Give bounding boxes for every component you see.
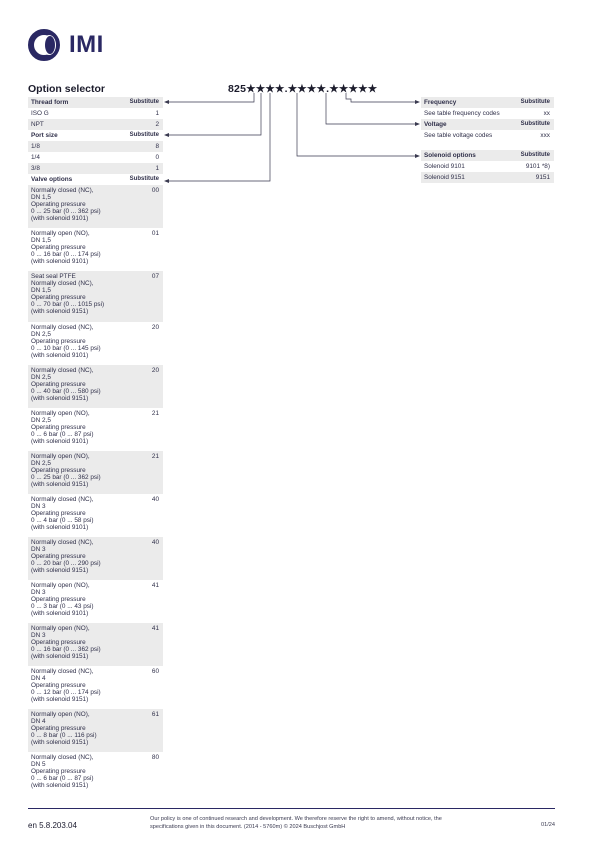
row-value: 61 [151,711,159,718]
frequency-connector [346,93,416,102]
footer-divider [28,808,555,809]
row-label: Solenoid 9151 [424,174,465,181]
table-row [28,119,163,130]
row-value: 80 [151,754,159,761]
row-label: Normally closed (NC), DN 4 Operating pressure 0 ... 12 bar (0 ... 174 psi) (with solenoid 9151) [31,668,101,703]
left-option-table [28,97,163,795]
logo-text: IMI [69,31,104,58]
arrow-left-icon [164,133,169,137]
arrow-left-icon [164,179,169,183]
valve-option-row [28,271,163,322]
row-label: NPT [31,121,44,128]
row-value: 40 [151,496,159,503]
valve-option-row [28,752,163,795]
valve-option-row [28,451,163,494]
row-label: Normally closed (NC), DN 2,5 Operating pressure 0 ... 40 bar (0 ... 580 psi) (with solenoid 9151) [31,367,101,402]
port-size-header [28,130,163,141]
valve-option-row [28,666,163,709]
frequency-header [421,97,554,108]
table-row [421,108,554,119]
header-label: Frequency [424,99,457,106]
row-value: 41 [151,582,159,589]
valve-option-row [28,623,163,666]
valve-option-row [28,494,163,537]
header-substitute: Substitute [520,99,550,105]
page-number: 01/24 [541,822,555,828]
row-value: 60 [151,668,159,675]
row-value: 40 [151,539,159,546]
row-value: 20 [151,367,159,374]
header-label: Thread form [31,99,69,106]
thread-form-connector [168,93,254,102]
valve-option-row [28,408,163,451]
row-label: Normally closed (NC), DN 2,5 Operating pressure 0 ... 10 bar (0 ... 145 psi) (with solenoid 9101) [31,324,101,359]
row-value: 21 [151,410,159,417]
row-value: 9151 [535,174,550,181]
voltage-connector [326,93,416,124]
row-label: Normally open (NO), DN 2,5 Operating pressure 0 ... 6 bar (0 ... 87 psi) (with solenoid 9101) [31,410,94,445]
valve-option-row [28,228,163,271]
valve-options-header [28,174,163,185]
row-value: 01 [151,230,159,237]
valve-option-row [28,365,163,408]
row-label: Normally closed (NC), DN 5 Operating pressure 0 ... 6 bar (0 ... 87 psi) (with solenoid 9151) [31,754,94,789]
row-label: See table frequency codes [424,110,500,117]
row-value: 0 [155,154,159,161]
row-value: 00 [151,187,159,194]
voltage-header [421,119,554,130]
valve-option-row [28,537,163,580]
row-value: 41 [151,625,159,632]
solenoid-options-header [421,150,554,161]
arrow-left-icon [164,100,169,104]
document-code: en 5.8.203.04 [28,821,77,830]
row-value: 2 [155,121,159,128]
row-label: 1/8 [31,143,40,150]
table-row [28,163,163,174]
header-substitute: Substitute [129,176,159,182]
row-value: xxx [540,132,550,139]
arrow-right-icon [415,122,420,126]
valve-option-row [28,322,163,365]
row-label: Normally open (NO), DN 2,5 Operating pressure 0 ... 25 bar (0 ... 362 psi) (with solenoid 9151) [31,453,101,488]
thread-form-header [28,97,163,108]
row-label: ISO G [31,110,49,117]
row-label: Solenoid 9101 [424,163,465,170]
table-row [28,141,163,152]
table-gap [421,141,554,150]
right-option-table [421,97,554,183]
row-label: Seat seal PTFE Normally closed (NC), DN 1,5 Operating pressure 0 ... 70 bar (0 ... 1015 psi) (with solenoid 9151) [31,273,105,315]
row-label: Normally closed (NC), DN 3 Operating pressure 0 ... 20 bar (0 ... 290 psi) (with solenoid 9151) [31,539,101,574]
table-row [28,152,163,163]
arrow-right-icon [415,154,420,158]
row-label: See table voltage codes [424,132,493,139]
header-substitute: Substitute [129,99,159,105]
row-label: Normally open (NO), DN 4 Operating pressure 0 ... 8 bar (0 ... 116 psi) (with solenoid 9151) [31,711,97,746]
order-code-template: 825★★★★.★★★★.★★★★★ [228,83,378,95]
row-value: 8 [155,143,159,150]
header-label: Valve options [31,176,73,183]
table-row [28,108,163,119]
valve-option-row [28,709,163,752]
table-row [421,161,554,172]
valve-option-row [28,580,163,623]
row-label: Normally closed (NC), DN 1,5 Operating pressure 0 ... 25 bar (0 ... 362 psi) (with solenoid 9101) [31,187,101,222]
row-label: 3/8 [31,165,40,172]
row-value: 1 [155,110,159,117]
option-selector-title: Option selector [28,83,106,95]
row-value: 20 [151,324,159,331]
row-label: 1/4 [31,154,40,161]
table-row [421,172,554,183]
header-label: Voltage [424,121,447,128]
row-label: Normally open (NO), DN 3 Operating pressure 0 ... 16 bar (0 ... 362 psi) (with solenoid 9151) [31,625,101,660]
header-label: Solenoid options [424,152,476,159]
valve-option-row [28,185,163,228]
row-value: 07 [151,273,159,280]
row-value: xx [543,110,550,117]
port-size-connector [168,93,261,135]
table-row [421,130,554,141]
header-substitute: Substitute [520,152,550,158]
row-label: Normally open (NO), DN 3 Operating pressure 0 ... 3 bar (0 ... 43 psi) (with solenoid 9101) [31,582,94,617]
arrow-right-icon [415,100,420,104]
header-substitute: Substitute [129,132,159,138]
row-value: 1 [155,165,159,172]
solenoid-connector [297,93,416,156]
valve-options-connector [168,93,270,181]
header-substitute: Substitute [520,121,550,127]
row-label: Normally closed (NC), DN 3 Operating pressure 0 ... 4 bar (0 ... 58 psi) (with solenoid 9101) [31,496,94,531]
row-value: 9101 *8) [525,163,550,170]
row-value: 21 [151,453,159,460]
row-label: Normally open (NO), DN 1,5 Operating pressure 0 ... 16 bar (0 ... 174 psi) (with solenoid 9101) [31,230,101,265]
header-label: Port size [31,132,58,139]
footer-disclaimer: Our policy is one of continued research and development. We therefore reserve the right to amend, without notice, the specifications given in this document. (2014 - 5760m) © 2024 Buschjost GmbH [150,816,442,830]
